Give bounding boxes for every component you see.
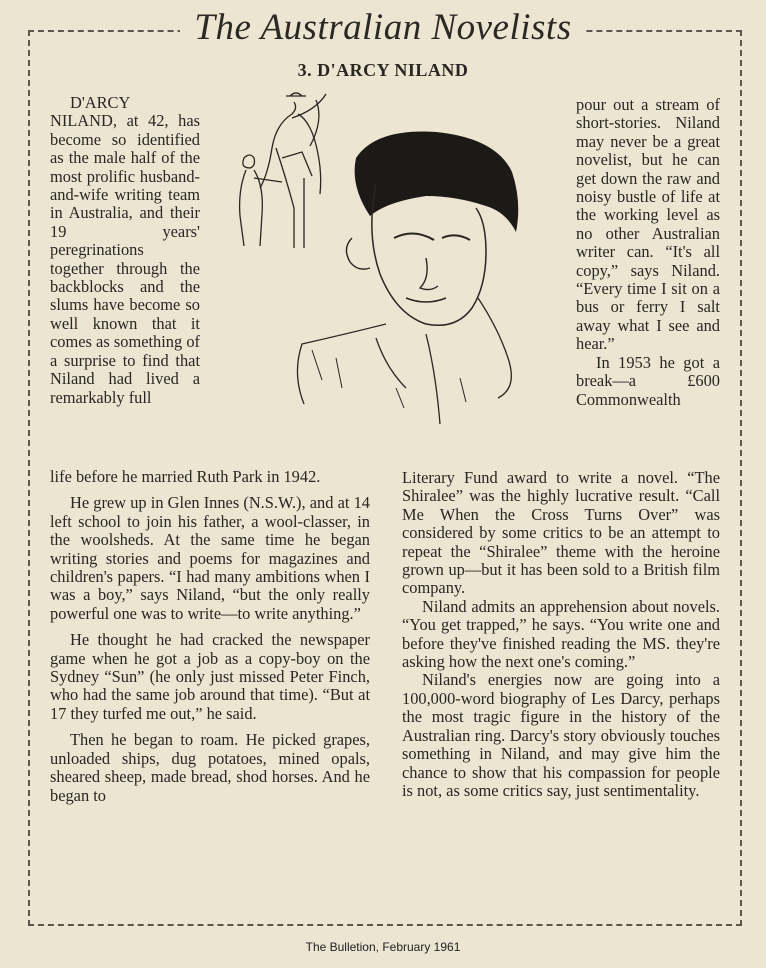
page-title: The Australian Novelists: [180, 6, 585, 49]
intro-text: at 42, has become so identified as the male half of the most prolific husband-and-wife writing team in Australia, and their 19 years' peregrinations together through the backblocks and the slums have become so well known that it comes as something of a surprise to find that Niland had lived a remarkably full: [50, 111, 200, 407]
paragraph-shiralee: Literary Fund award to write a novel. “The Shiralee” was the highly lucrative result. “Call Me When the Cross Turns Over” was considered by some critics to be an attempt to repeat the “Shiralee” theme with the heroine grown up—but it has been sold to a British film company.: [402, 468, 720, 598]
paragraph-biography: Niland's energies now are going into a 100,000-word biography of Les Darcy, perhaps the most tragic figure in the history of the Australian ring. Darcy's story obviously touches something in Niland, and may give him the chance to show that his compassion for people is not, as some critics say, just sentimentality.: [402, 670, 720, 800]
intro-continuation: life before he married Ruth Park in 1942.: [50, 467, 321, 486]
article-left-column: [50, 468, 370, 805]
author-name-lead: D'ARCY NILAND,: [50, 93, 131, 131]
article-left-top: [50, 94, 200, 407]
portrait-illustration: [226, 88, 550, 448]
man-portrait-sketch: [297, 132, 518, 424]
paragraph-apprehension: Niland admits an apprehension about novels. “You get trapped,” he says. “You write one and before they've finished reading the MS. they're asking how the next one's coming.”: [402, 596, 720, 672]
title-wrap: [0, 6, 766, 49]
article-right-column: [402, 469, 720, 800]
article-subtitle: 3. D'ARCY NILAND: [297, 60, 469, 80]
source-caption: The Bulletion, February 1961: [305, 940, 461, 954]
walking-figures-sketch: [240, 93, 326, 248]
article-right-top: [576, 96, 720, 409]
paragraph-roaming: Then he began to roam. He picked grapes, unloaded ships, dug potatoes, mined opals, sheared sheep, made bread, shod horses. And he began to: [50, 730, 370, 805]
paragraph-childhood: He grew up in Glen Innes (N.S.W.), and at 14 left school to join his father, a wool-classer, in the woolsheds. At the same time he began writing stories and poems for magazines and children's papers. “I had many ambitions when I was a boy,” says Niland, “but the only really powerful one was to write—to write anything.”: [50, 493, 370, 623]
paragraph-break: In 1953 he got a break—a £600 Commonwealth: [576, 352, 720, 409]
paragraph-newspaper: He thought he had cracked the newspaper game when he got a job as a copy-boy on the Sydney “Sun” (he only just missed Peter Finch, who had the same job around that time). “But at 17 they turfed me out,” he said.: [50, 630, 370, 723]
paragraph-short-stories: pour out a stream of short-stories. Niland may never be a great novelist, but he can get down the raw and noisy bustle of life at the working level as no other Australian writer can. “It's all copy,” says Niland. “Every time I sit on a bus or ferry I salt away what I see and hear.”: [576, 95, 720, 354]
